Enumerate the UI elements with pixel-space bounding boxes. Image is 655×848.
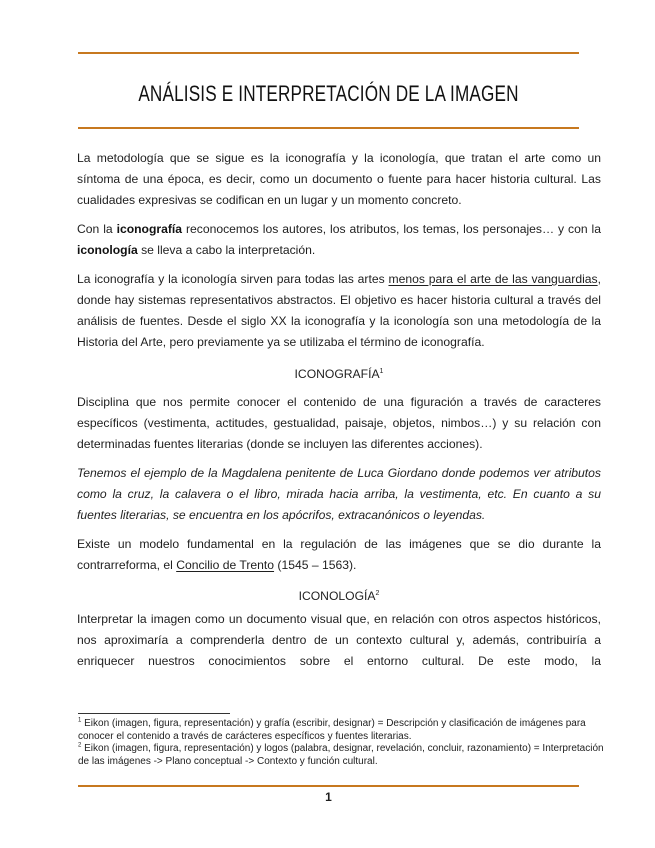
page-title: ANÁLISIS E INTERPRETACIÓN DE LA IMAGEN	[138, 81, 519, 106]
paragraph-iconologia-definition: Interpretar la imagen como un documento visual que, en relación con otros aspectos históricos, nos aproximaría a comprenderla dentro de un contexto cultural y, además, contribuiría a enriquecer nuestros conocimientos sobre el entorno cultural. De este modo, la	[77, 612, 601, 668]
bold-term-iconologia: iconología	[77, 243, 138, 257]
footnote-2	[78, 743, 608, 768]
text-fragment: se lleva a cabo la interpretación.	[137, 243, 316, 257]
document-body	[77, 148, 601, 680]
title-underline-rule	[78, 127, 579, 129]
paragraph-iconografia-iconologia	[77, 219, 601, 261]
footnote-1	[78, 718, 608, 743]
bottom-rule	[78, 785, 579, 787]
paragraph-magdalena-example: Tenemos el ejemplo de la Magdalena penitente de Luca Giordano donde podemos ver atributos como la cruz, la calavera o el libro, mirada hacia arriba, la vestimenta, etc. En cuanto a su fuentes literarias, se encuentra en los apócrifos, extracanónicos o leyendas.	[77, 466, 601, 522]
text-fragment: , donde hay sistemas representativos abstractos. El objetivo es hacer historia cultural a través del análisis de fuentes. Desde el siglo XX la iconografía y la iconología son una metodología de la Historia del Arte, pero previamente ya se utilizaba el término de iconografía.	[77, 272, 601, 349]
paragraph-concilio	[77, 534, 601, 576]
heading-iconografia	[77, 364, 601, 385]
text-fragment: Con la	[77, 222, 117, 236]
heading-text: ICONOLOGÍA	[298, 589, 376, 603]
paragraph-vanguardias	[77, 269, 601, 353]
text-fragment: La iconografía y la iconología sirven para todas las artes	[77, 272, 389, 286]
footnote-ref-2: 2	[375, 589, 380, 597]
footnote-mark: 2	[78, 742, 82, 749]
heading-iconologia	[77, 586, 601, 607]
heading-text: ICONOGRAFÍA	[294, 367, 380, 381]
footnote-ref-1: 1	[379, 367, 384, 375]
footnote-text: Eikon (imagen, figura, representación) y grafía (escribir, designar) = Descripción y clasificación de imágenes para conocer el contenido a través de carácteres específicos y fuentes literarias.	[78, 718, 586, 742]
top-rule	[78, 52, 579, 54]
page-number: 1	[325, 790, 332, 804]
text-fragment: reconocemos los autores, los atributos, los temas, los personajes… y con la	[182, 222, 602, 236]
underlined-vanguardias: menos para el arte de las vanguardias	[388, 272, 598, 286]
bold-term-iconografia: iconografía	[116, 222, 183, 236]
underlined-concilio: Concilio de Trento	[176, 558, 275, 572]
footnote-mark: 1	[78, 717, 82, 724]
footnote-text: Eikon (imagen, figura, representación) y logos (palabra, designar, revelación, concluir, razonamiento) = Interpretación de las imágenes -> Plano conceptual -> Contexto y función cultural.	[78, 743, 604, 767]
text-fragment: Existe un modelo fundamental en la regulación de las imágenes que se dio durante la contrarreforma, el	[77, 537, 601, 572]
text-fragment: (1545 – 1563).	[274, 558, 357, 572]
footnotes	[78, 718, 608, 768]
paragraph-iconografia-definition: Disciplina que nos permite conocer el contenido de una figuración a través de caracteres específicos (vestimenta, actitudes, gestualidad, paisaje, objetos, nimbos…) y su relación con determinadas fuentes literarias (donde se incluyen las diferentes acciones).	[77, 395, 601, 451]
paragraph-intro: La metodología que se sigue es la iconografía y la iconología, que tratan el arte como un síntoma de una época, es decir, como un documento o fuente para hacer historia cultural. Las cualidades expresivas se codifican en un lugar y un momento concreto.	[77, 151, 601, 207]
footnote-separator	[78, 713, 230, 714]
